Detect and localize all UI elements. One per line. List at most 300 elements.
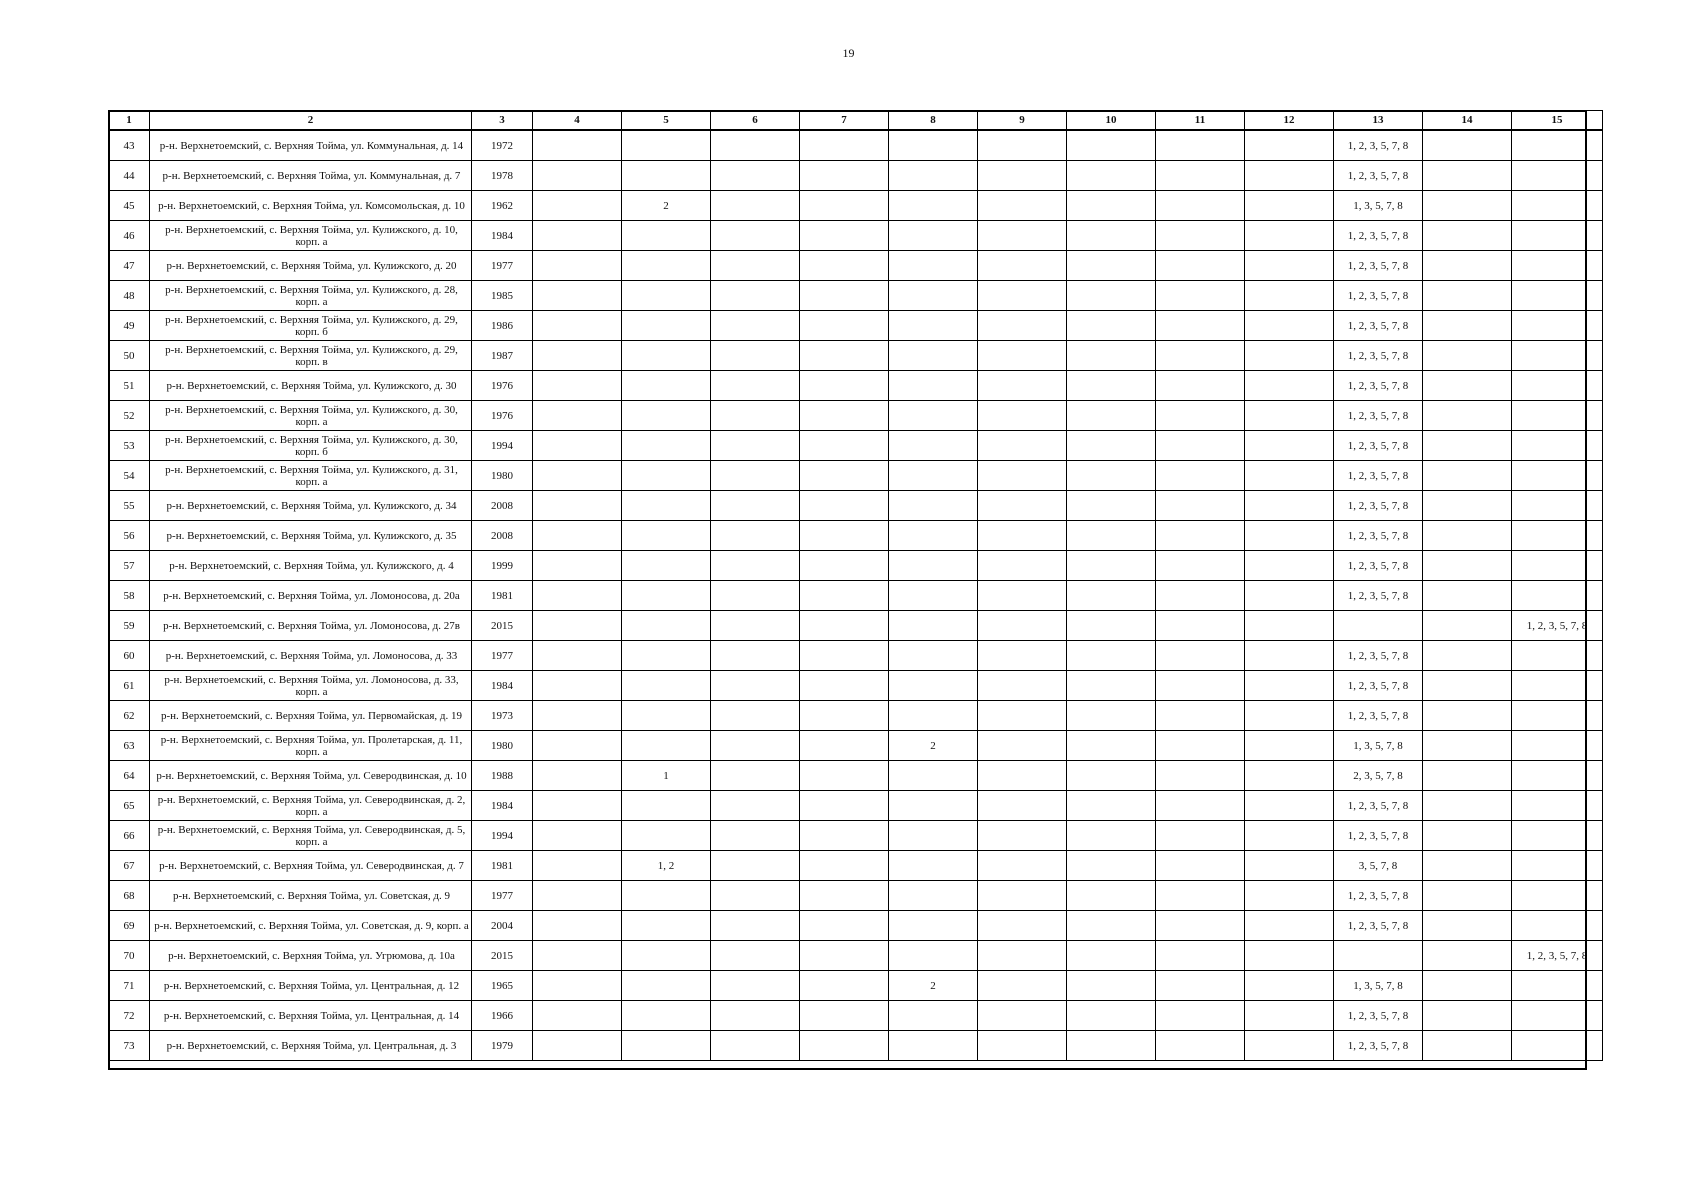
col15-cell: [1512, 371, 1603, 401]
col15-cell: 1, 2, 3, 5, 7, 8: [1512, 941, 1603, 971]
col13-cell: 2, 3, 5, 7, 8: [1334, 761, 1423, 791]
table-row: [109, 641, 1603, 671]
year-cell: 1994: [472, 431, 533, 461]
col10-cell: [1067, 581, 1156, 611]
column-header: 6: [711, 111, 800, 131]
row-number-cell: 60: [109, 641, 150, 671]
col8-cell: [889, 521, 978, 551]
row-number-cell: 66: [109, 821, 150, 851]
col11-cell: [1156, 791, 1245, 821]
col14-cell: [1423, 671, 1512, 701]
col5-cell: [622, 551, 711, 581]
col9-cell: [978, 821, 1067, 851]
col11-cell: [1156, 881, 1245, 911]
col9-cell: [978, 401, 1067, 431]
table-row: [109, 941, 1603, 971]
year-cell: 1986: [472, 311, 533, 341]
col15-cell: [1512, 551, 1603, 581]
col12-cell: [1245, 401, 1334, 431]
col5-cell: [622, 1031, 711, 1061]
col6-cell: [711, 371, 800, 401]
col12-cell: [1245, 881, 1334, 911]
col12-cell: [1245, 851, 1334, 881]
year-cell: 1976: [472, 371, 533, 401]
col15-cell: [1512, 401, 1603, 431]
col12-cell: [1245, 521, 1334, 551]
col6-cell: [711, 791, 800, 821]
col10-cell: [1067, 791, 1156, 821]
address-cell: р-н. Верхнетоемский, с. Верхняя Тойма, ул. Кулижского, д. 10, корп. а: [150, 221, 472, 251]
col7-cell: [800, 791, 889, 821]
col6-cell: [711, 821, 800, 851]
col5-cell: [622, 791, 711, 821]
col4-cell: [533, 731, 622, 761]
col14-cell: [1423, 431, 1512, 461]
col12-cell: [1245, 461, 1334, 491]
col14-cell: [1423, 851, 1512, 881]
col10-cell: [1067, 671, 1156, 701]
col12-cell: [1245, 251, 1334, 281]
year-cell: 1999: [472, 551, 533, 581]
col6-cell: [711, 611, 800, 641]
col9-cell: [978, 731, 1067, 761]
table-row: [109, 251, 1603, 281]
col14-cell: [1423, 821, 1512, 851]
table-row: [109, 881, 1603, 911]
col10-cell: [1067, 881, 1156, 911]
col9-cell: [978, 1031, 1067, 1061]
col8-cell: [889, 821, 978, 851]
col10-cell: [1067, 371, 1156, 401]
column-header: 3: [472, 111, 533, 131]
col15-cell: [1512, 130, 1603, 161]
year-cell: 1978: [472, 161, 533, 191]
address-cell: р-н. Верхнетоемский, с. Верхняя Тойма, ул. Ломоносова, д. 33: [150, 641, 472, 671]
col5-cell: [622, 521, 711, 551]
col7-cell: [800, 491, 889, 521]
address-cell: р-н. Верхнетоемский, с. Верхняя Тойма, ул. Центральная, д. 12: [150, 971, 472, 1001]
table-row: [109, 821, 1603, 851]
col7-cell: [800, 731, 889, 761]
col7-cell: [800, 581, 889, 611]
col11-cell: [1156, 431, 1245, 461]
year-cell: 1987: [472, 341, 533, 371]
table-row: [109, 191, 1603, 221]
col14-cell: [1423, 130, 1512, 161]
col7-cell: [800, 911, 889, 941]
col4-cell: [533, 611, 622, 641]
col10-cell: [1067, 431, 1156, 461]
col8-cell: [889, 941, 978, 971]
col7-cell: [800, 130, 889, 161]
address-cell: р-н. Верхнетоемский, с. Верхняя Тойма, ул. Северодвинская, д. 7: [150, 851, 472, 881]
col11-cell: [1156, 371, 1245, 401]
col4-cell: [533, 761, 622, 791]
col8-cell: 2: [889, 731, 978, 761]
col4-cell: [533, 1031, 622, 1061]
col9-cell: [978, 341, 1067, 371]
col15-cell: [1512, 281, 1603, 311]
col14-cell: [1423, 401, 1512, 431]
col7-cell: [800, 881, 889, 911]
col10-cell: [1067, 281, 1156, 311]
col8-cell: [889, 761, 978, 791]
col10-cell: [1067, 251, 1156, 281]
year-cell: 1979: [472, 1031, 533, 1061]
col13-cell: 1, 2, 3, 5, 7, 8: [1334, 251, 1423, 281]
col13-cell: 1, 2, 3, 5, 7, 8: [1334, 1031, 1423, 1061]
col14-cell: [1423, 641, 1512, 671]
col13-cell: 1, 2, 3, 5, 7, 8: [1334, 1001, 1423, 1031]
col11-cell: [1156, 311, 1245, 341]
col11-cell: [1156, 341, 1245, 371]
col13-cell: 1, 2, 3, 5, 7, 8: [1334, 491, 1423, 521]
col6-cell: [711, 130, 800, 161]
row-number-cell: 55: [109, 491, 150, 521]
col7-cell: [800, 941, 889, 971]
column-header: 14: [1423, 111, 1512, 131]
col8-cell: 2: [889, 971, 978, 1001]
col4-cell: [533, 971, 622, 1001]
col4-cell: [533, 851, 622, 881]
col6-cell: [711, 1031, 800, 1061]
col5-cell: [622, 671, 711, 701]
col12-cell: [1245, 641, 1334, 671]
col15-cell: [1512, 191, 1603, 221]
col11-cell: [1156, 701, 1245, 731]
col10-cell: [1067, 311, 1156, 341]
col12-cell: [1245, 791, 1334, 821]
col14-cell: [1423, 731, 1512, 761]
address-cell: р-н. Верхнетоемский, с. Верхняя Тойма, ул. Центральная, д. 3: [150, 1031, 472, 1061]
address-cell: р-н. Верхнетоемский, с. Верхняя Тойма, ул. Советская, д. 9, корп. а: [150, 911, 472, 941]
col15-cell: [1512, 911, 1603, 941]
address-cell: р-н. Верхнетоемский, с. Верхняя Тойма, ул. Пролетарская, д. 11, корп. а: [150, 731, 472, 761]
col5-cell: [622, 130, 711, 161]
col4-cell: [533, 671, 622, 701]
year-cell: 1981: [472, 581, 533, 611]
col9-cell: [978, 130, 1067, 161]
col15-cell: [1512, 461, 1603, 491]
col7-cell: [800, 311, 889, 341]
year-cell: 2004: [472, 911, 533, 941]
col8-cell: [889, 1001, 978, 1031]
col9-cell: [978, 431, 1067, 461]
col15-cell: [1512, 431, 1603, 461]
col13-cell: 1, 2, 3, 5, 7, 8: [1334, 221, 1423, 251]
address-cell: р-н. Верхнетоемский, с. Верхняя Тойма, ул. Кулижского, д. 30, корп. а: [150, 401, 472, 431]
row-number-cell: 44: [109, 161, 150, 191]
col9-cell: [978, 911, 1067, 941]
col14-cell: [1423, 911, 1512, 941]
col4-cell: [533, 281, 622, 311]
col4-cell: [533, 911, 622, 941]
column-header: 1: [109, 111, 150, 131]
col4-cell: [533, 791, 622, 821]
col10-cell: [1067, 941, 1156, 971]
col11-cell: [1156, 161, 1245, 191]
col8-cell: [889, 851, 978, 881]
col7-cell: [800, 701, 889, 731]
row-number-cell: 65: [109, 791, 150, 821]
col5-cell: [622, 1001, 711, 1031]
col13-cell: 1, 2, 3, 5, 7, 8: [1334, 130, 1423, 161]
col10-cell: [1067, 611, 1156, 641]
col11-cell: [1156, 731, 1245, 761]
col14-cell: [1423, 1001, 1512, 1031]
col13-cell: 1, 3, 5, 7, 8: [1334, 731, 1423, 761]
col9-cell: [978, 551, 1067, 581]
col9-cell: [978, 641, 1067, 671]
col13-cell: 1, 2, 3, 5, 7, 8: [1334, 371, 1423, 401]
col9-cell: [978, 611, 1067, 641]
col12-cell: [1245, 671, 1334, 701]
col14-cell: [1423, 491, 1512, 521]
year-cell: 1977: [472, 881, 533, 911]
col8-cell: [889, 671, 978, 701]
col14-cell: [1423, 521, 1512, 551]
col14-cell: [1423, 1031, 1512, 1061]
col6-cell: [711, 221, 800, 251]
table-row: [109, 130, 1603, 161]
col9-cell: [978, 191, 1067, 221]
table-row: [109, 521, 1603, 551]
col12-cell: [1245, 911, 1334, 941]
col5-cell: [622, 461, 711, 491]
col8-cell: [889, 641, 978, 671]
row-number-cell: 64: [109, 761, 150, 791]
col6-cell: [711, 341, 800, 371]
row-number-cell: 51: [109, 371, 150, 401]
col7-cell: [800, 461, 889, 491]
col15-cell: [1512, 161, 1603, 191]
col12-cell: [1245, 311, 1334, 341]
col7-cell: [800, 161, 889, 191]
col4-cell: [533, 941, 622, 971]
col11-cell: [1156, 821, 1245, 851]
address-cell: р-н. Верхнетоемский, с. Верхняя Тойма, ул. Ломоносова, д. 20а: [150, 581, 472, 611]
table-row: [109, 551, 1603, 581]
year-cell: 1962: [472, 191, 533, 221]
col5-cell: [622, 911, 711, 941]
col10-cell: [1067, 701, 1156, 731]
col13-cell: 1, 2, 3, 5, 7, 8: [1334, 581, 1423, 611]
col13-cell: 1, 2, 3, 5, 7, 8: [1334, 401, 1423, 431]
col12-cell: [1245, 221, 1334, 251]
row-number-cell: 61: [109, 671, 150, 701]
row-number-cell: 48: [109, 281, 150, 311]
col8-cell: [889, 191, 978, 221]
col14-cell: [1423, 371, 1512, 401]
col9-cell: [978, 461, 1067, 491]
col13-cell: 1, 2, 3, 5, 7, 8: [1334, 341, 1423, 371]
address-cell: р-н. Верхнетоемский, с. Верхняя Тойма, ул. Северодвинская, д. 5, корп. а: [150, 821, 472, 851]
col5-cell: [622, 161, 711, 191]
col11-cell: [1156, 491, 1245, 521]
col11-cell: [1156, 641, 1245, 671]
table-row: [109, 581, 1603, 611]
table-row: [109, 611, 1603, 641]
col13-cell: 1, 3, 5, 7, 8: [1334, 971, 1423, 1001]
col8-cell: [889, 311, 978, 341]
col6-cell: [711, 521, 800, 551]
col14-cell: [1423, 281, 1512, 311]
col8-cell: [889, 581, 978, 611]
col6-cell: [711, 431, 800, 461]
col11-cell: [1156, 1001, 1245, 1031]
col15-cell: [1512, 311, 1603, 341]
year-cell: 2008: [472, 491, 533, 521]
address-cell: р-н. Верхнетоемский, с. Верхняя Тойма, ул. Коммунальная, д. 7: [150, 161, 472, 191]
col12-cell: [1245, 130, 1334, 161]
col13-cell: 1, 2, 3, 5, 7, 8: [1334, 461, 1423, 491]
col15-cell: [1512, 641, 1603, 671]
col13-cell: 1, 2, 3, 5, 7, 8: [1334, 521, 1423, 551]
col7-cell: [800, 191, 889, 221]
header-row: [109, 111, 1603, 131]
year-cell: 1984: [472, 671, 533, 701]
col12-cell: [1245, 821, 1334, 851]
col6-cell: [711, 941, 800, 971]
col15-cell: [1512, 881, 1603, 911]
col10-cell: [1067, 521, 1156, 551]
table-row: [109, 341, 1603, 371]
col13-cell: 1, 2, 3, 5, 7, 8: [1334, 701, 1423, 731]
col4-cell: [533, 161, 622, 191]
col12-cell: [1245, 191, 1334, 221]
col12-cell: [1245, 731, 1334, 761]
col4-cell: [533, 521, 622, 551]
col5-cell: [622, 311, 711, 341]
col4-cell: [533, 431, 622, 461]
row-number-cell: 57: [109, 551, 150, 581]
col4-cell: [533, 491, 622, 521]
col10-cell: [1067, 821, 1156, 851]
table-row: [109, 161, 1603, 191]
col10-cell: [1067, 641, 1156, 671]
col12-cell: [1245, 581, 1334, 611]
year-cell: 1980: [472, 461, 533, 491]
col6-cell: [711, 761, 800, 791]
col9-cell: [978, 311, 1067, 341]
row-number-cell: 59: [109, 611, 150, 641]
column-header: 2: [150, 111, 472, 131]
year-cell: 1985: [472, 281, 533, 311]
col8-cell: [889, 881, 978, 911]
col12-cell: [1245, 161, 1334, 191]
col10-cell: [1067, 341, 1156, 371]
col11-cell: [1156, 581, 1245, 611]
col15-cell: [1512, 671, 1603, 701]
col5-cell: [622, 731, 711, 761]
col7-cell: [800, 431, 889, 461]
col15-cell: [1512, 971, 1603, 1001]
column-header: 11: [1156, 111, 1245, 131]
col6-cell: [711, 731, 800, 761]
col7-cell: [800, 551, 889, 581]
col15-cell: [1512, 491, 1603, 521]
row-number-cell: 52: [109, 401, 150, 431]
col9-cell: [978, 161, 1067, 191]
col14-cell: [1423, 161, 1512, 191]
year-cell: 1976: [472, 401, 533, 431]
col10-cell: [1067, 221, 1156, 251]
col15-cell: [1512, 791, 1603, 821]
row-number-cell: 73: [109, 1031, 150, 1061]
col6-cell: [711, 461, 800, 491]
col13-cell: 1, 3, 5, 7, 8: [1334, 191, 1423, 221]
year-cell: 1981: [472, 851, 533, 881]
year-cell: 1984: [472, 221, 533, 251]
col13-cell: 1, 2, 3, 5, 7, 8: [1334, 911, 1423, 941]
col13-cell: 1, 2, 3, 5, 7, 8: [1334, 311, 1423, 341]
col11-cell: [1156, 401, 1245, 431]
col13-cell: 1, 2, 3, 5, 7, 8: [1334, 641, 1423, 671]
col15-cell: [1512, 701, 1603, 731]
col8-cell: [889, 1031, 978, 1061]
col14-cell: [1423, 581, 1512, 611]
col6-cell: [711, 971, 800, 1001]
col5-cell: [622, 251, 711, 281]
col9-cell: [978, 371, 1067, 401]
col5-cell: [622, 341, 711, 371]
col7-cell: [800, 221, 889, 251]
column-header: 12: [1245, 111, 1334, 131]
col15-cell: [1512, 1001, 1603, 1031]
col4-cell: [533, 191, 622, 221]
col14-cell: [1423, 761, 1512, 791]
col5-cell: [622, 581, 711, 611]
col5-cell: 1: [622, 761, 711, 791]
col4-cell: [533, 641, 622, 671]
col11-cell: [1156, 851, 1245, 881]
col13-cell: 1, 2, 3, 5, 7, 8: [1334, 431, 1423, 461]
col10-cell: [1067, 130, 1156, 161]
col7-cell: [800, 1031, 889, 1061]
col14-cell: [1423, 701, 1512, 731]
col14-cell: [1423, 251, 1512, 281]
row-number-cell: 56: [109, 521, 150, 551]
col15-cell: [1512, 731, 1603, 761]
address-cell: р-н. Верхнетоемский, с. Верхняя Тойма, ул. Кулижского, д. 29, корп. в: [150, 341, 472, 371]
col10-cell: [1067, 461, 1156, 491]
column-header: 13: [1334, 111, 1423, 131]
col15-cell: [1512, 821, 1603, 851]
row-number-cell: 54: [109, 461, 150, 491]
column-header: 5: [622, 111, 711, 131]
col6-cell: [711, 491, 800, 521]
col4-cell: [533, 881, 622, 911]
col6-cell: [711, 311, 800, 341]
col14-cell: [1423, 971, 1512, 1001]
col9-cell: [978, 881, 1067, 911]
col14-cell: [1423, 461, 1512, 491]
col12-cell: [1245, 431, 1334, 461]
col6-cell: [711, 581, 800, 611]
col15-cell: [1512, 341, 1603, 371]
year-cell: 1966: [472, 1001, 533, 1031]
col8-cell: [889, 401, 978, 431]
col9-cell: [978, 851, 1067, 881]
address-cell: р-н. Верхнетоемский, с. Верхняя Тойма, ул. Северодвинская, д. 10: [150, 761, 472, 791]
col11-cell: [1156, 221, 1245, 251]
address-cell: р-н. Верхнетоемский, с. Верхняя Тойма, ул. Кулижского, д. 30: [150, 371, 472, 401]
address-cell: р-н. Верхнетоемский, с. Верхняя Тойма, ул. Советская, д. 9: [150, 881, 472, 911]
col15-cell: [1512, 251, 1603, 281]
col5-cell: 2: [622, 191, 711, 221]
col6-cell: [711, 551, 800, 581]
col5-cell: 1, 2: [622, 851, 711, 881]
